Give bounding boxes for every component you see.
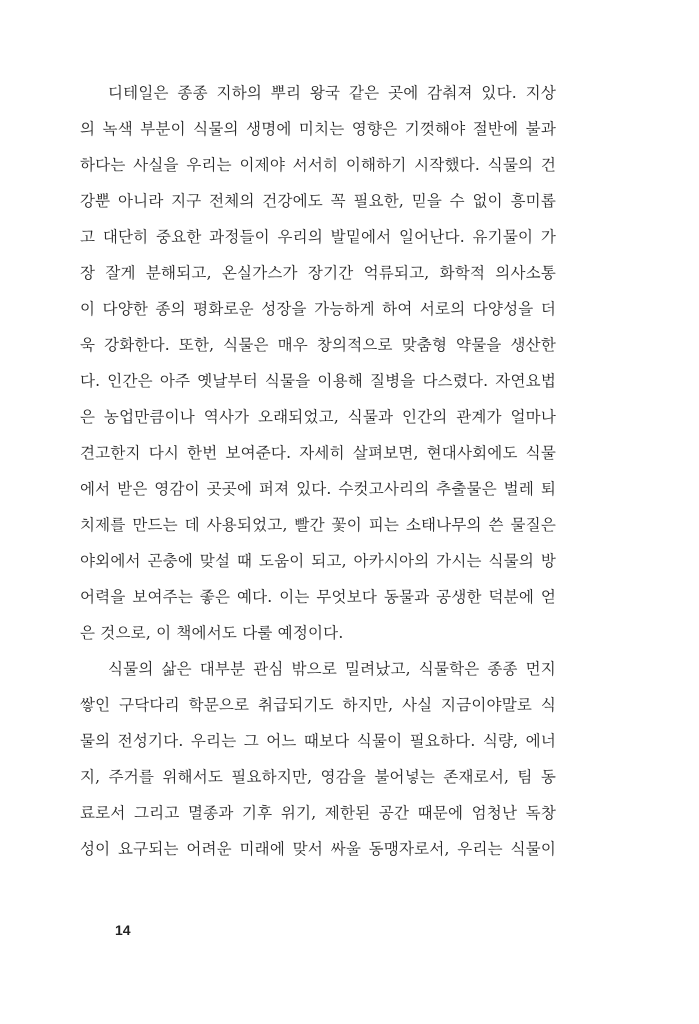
text-line: 에서 받은 영감이 곳곳에 퍼져 있다. 수컷고사리의 추출물은 벌레 퇴	[80, 480, 556, 498]
text-line: 장 잘게 분해되고, 온실가스가 장기간 억류되고, 화학적 의사소통	[80, 264, 556, 282]
text-line: 료로서 그리고 멸종과 기후 위기, 제한된 공간 때문에 엄청난 독창	[80, 804, 556, 822]
text-line: 강뿐 아니라 지구 전체의 건강에도 꼭 필요한, 믿을 수 없이 흥미롭	[80, 192, 556, 210]
text-line: 디테일은 종종 지하의 뿌리 왕국 같은 곳에 감춰져 있다. 지상	[108, 84, 556, 102]
text-line: 고 대단히 중요한 과정들이 우리의 발밑에서 일어난다. 유기물이 가	[80, 228, 556, 246]
text-line: 의 녹색 부분이 식물의 생명에 미치는 영향은 기껏해야 절반에 불과	[80, 120, 556, 138]
text-line: 물의 전성기다. 우리는 그 어느 때보다 식물이 필요하다. 식량, 에너	[80, 732, 556, 750]
text-line: 쌓인 구닥다리 학문으로 취급되기도 하지만, 사실 지금이야말로 식	[80, 696, 556, 714]
text-line: 다. 인간은 아주 옛날부터 식물을 이용해 질병을 다스렸다. 자연요법	[80, 372, 556, 390]
text-line: 이 다양한 종의 평화로운 성장을 가능하게 하여 서로의 다양성을 더	[80, 300, 556, 318]
text-line: 하다는 사실을 우리는 이제야 서서히 이해하기 시작했다. 식물의 건	[80, 156, 556, 174]
text-line: 은 농업만큼이나 역사가 오래되었고, 식물과 인간의 관계가 얼마나	[80, 408, 556, 426]
body-text	[80, 75, 556, 867]
text-line: 식물의 삶은 대부분 관심 밖으로 밀려났고, 식물학은 종종 먼지	[108, 660, 556, 678]
text-line: 치제를 만드는 데 사용되었고, 빨간 꽃이 피는 소태나무의 쓴 물질은	[80, 516, 556, 534]
text-line: 성이 요구되는 어려운 미래에 맞서 싸울 동맹자로서, 우리는 식물이	[80, 840, 556, 858]
text-line: 지, 주거를 위해서도 필요하지만, 영감을 불어넣는 존재로서, 팀 동	[80, 768, 556, 786]
text-line: 은 것으로, 이 책에서도 다룰 예정이다.	[80, 624, 344, 642]
page-number: 14	[115, 922, 131, 938]
text-line: 욱 강화한다. 또한, 식물은 매우 창의적으로 맞춤형 약물을 생산한	[80, 336, 556, 354]
text-line: 야외에서 곤충에 맞설 때 도움이 되고, 아카시아의 가시는 식물의 방	[80, 552, 556, 570]
text-line: 견고한지 다시 한번 보여준다. 자세히 살펴보면, 현대사회에도 식물	[80, 444, 556, 462]
text-line: 어력을 보여주는 좋은 예다. 이는 무엇보다 동물과 공생한 덕분에 얻	[80, 588, 556, 606]
